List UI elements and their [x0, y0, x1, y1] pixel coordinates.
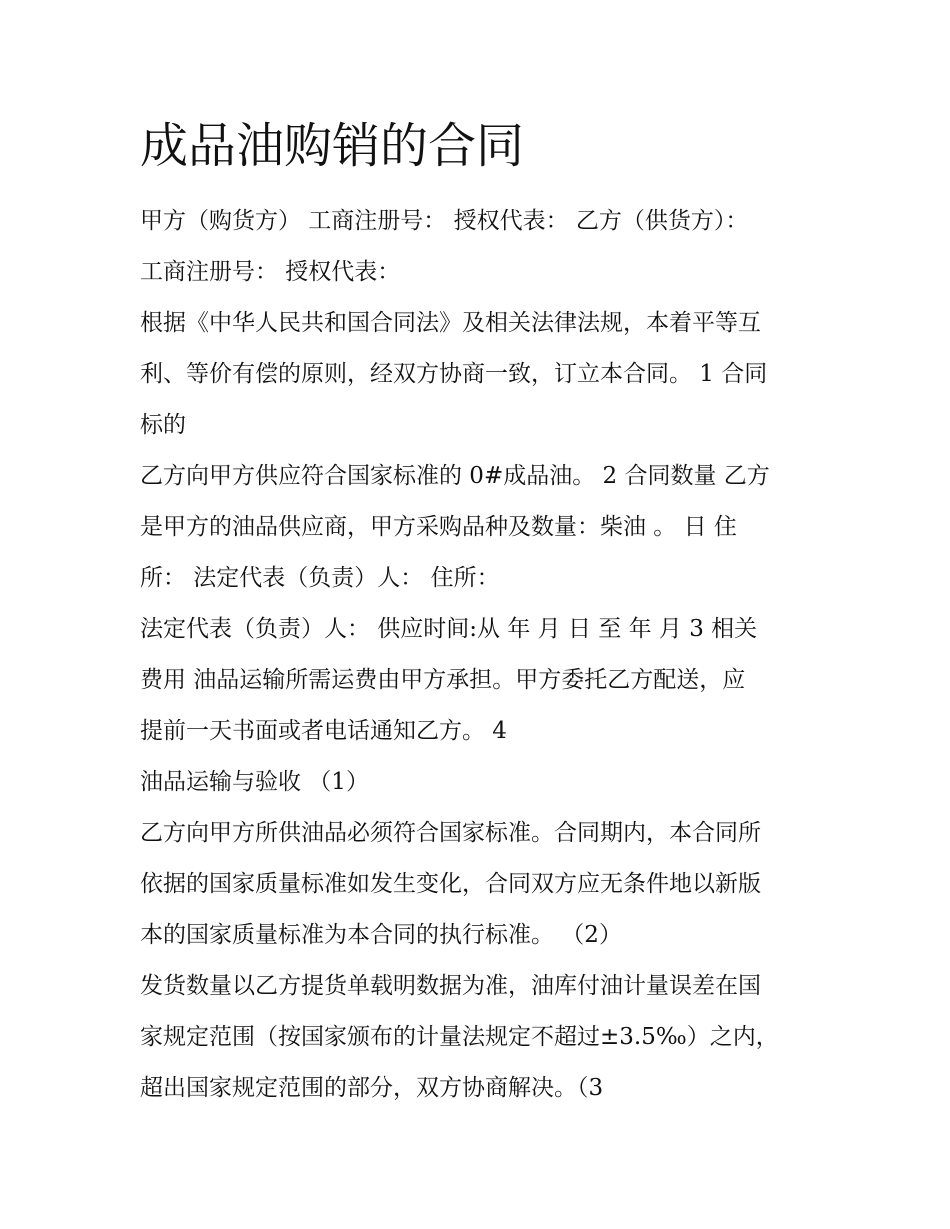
body-line: 所： 法定代表（负责）人： 住所： [140, 565, 500, 591]
body-line: 家规定范围（按国家颁布的计量法规定不超过±3.5‰）之内， [140, 1024, 779, 1050]
body-line: 发货数量以乙方提货单载明数据为准，油库付油计量误差在国 [140, 973, 761, 999]
body-line: 利、等价有偿的原则，经双方协商一致，订立本合同。 1 合同 [140, 361, 768, 387]
body-line: 根据《中华人民共和国合同法》及相关法律法规，本着平等互 [140, 310, 761, 336]
document-title: 成品油购销的合同 [140, 118, 525, 174]
body-line: 标的 [140, 412, 186, 438]
body-line: 费用 油品运输所需运费由甲方承担。甲方委托乙方配送，应 [140, 667, 746, 693]
document-body [140, 196, 820, 1114]
body-line: 提前一天书面或者电话通知乙方。 4 [140, 718, 507, 744]
body-line: 乙方向甲方供应符合国家标准的 0#成品油。 2 合同数量 乙方 [140, 463, 770, 489]
body-line: 是甲方的油品供应商，甲方采购品种及数量：柴油 。 日 住 [140, 514, 737, 540]
body-line: 甲方（购货方） 工商注册号： 授权代表： 乙方（供货方）： [140, 208, 749, 234]
body-line: 本的国家质量标准为本合同的执行标准。 （2） [140, 922, 622, 948]
body-line: 乙方向甲方所供油品必须符合国家标准。合同期内，本合同所 [140, 820, 761, 846]
body-line: 油品运输与验收 （1） [140, 769, 369, 795]
body-line: 依据的国家质量标准如发生变化，合同双方应无条件地以新版 [140, 871, 761, 897]
body-line: 法定代表（负责）人： 供应时间:从 年 月 日 至 年 月 3 相关 [140, 616, 758, 642]
body-line: 工商注册号： 授权代表： [140, 259, 401, 285]
body-line: 超出国家规定范围的部分，双方协商解决。（3 [140, 1075, 604, 1101]
